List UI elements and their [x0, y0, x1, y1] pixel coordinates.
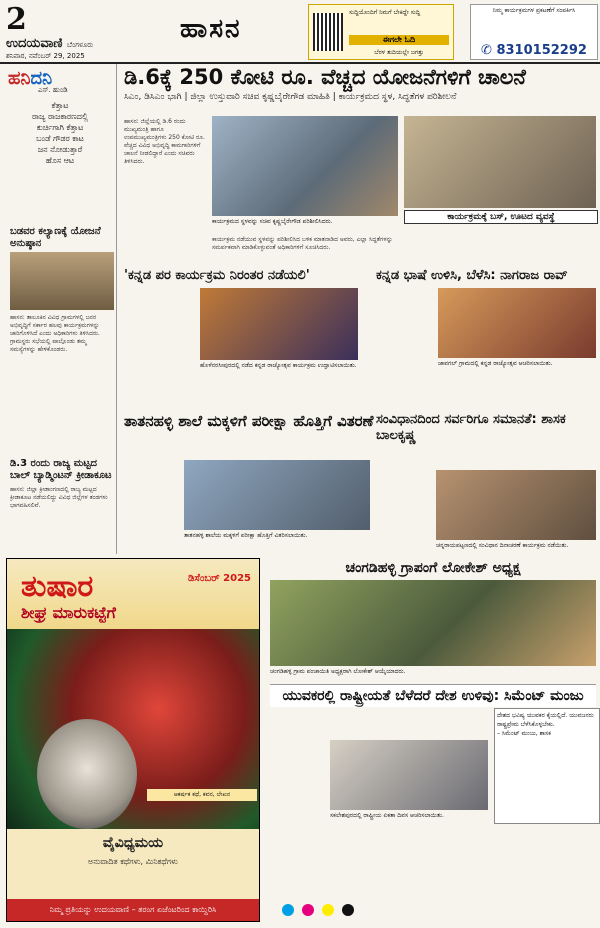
story6-headline[interactable]: ಚಂಗಡಿಹಳ್ಳಿ ಗ್ರಾಪಂಗೆ ಲೋಕೇಶ್ ಅಧ್ಯಕ್ಷ: [345, 560, 521, 576]
reg-dot-black: [342, 904, 354, 916]
story7-photo: [330, 740, 488, 810]
book-brand: ತುಷಾರ: [21, 569, 94, 604]
story5-headline[interactable]: ಸಂವಿಧಾನದಿಂದ ಸರ್ವರಿಗೂ ಸಮಾನತೆ: ಶಾಸಕ ಬಾಲಕೃಷ್ಣ: [376, 412, 566, 443]
phone-icon-number: ✆ 8310152292: [481, 43, 587, 58]
page-number: 2: [6, 2, 27, 37]
city-title: ಹಾಸನ: [180, 14, 242, 44]
date-line: ಶನಿವಾರ, ನವೆಂಬರ್ 29, 2025: [6, 52, 85, 60]
left-story1-headline[interactable]: ಬಡವರ ಕಲ್ಯಾಣಕ್ಕೆ ಯೋಜನೆ ಅನುಷ್ಠಾನ: [10, 226, 101, 249]
color-registration-marks: [262, 904, 596, 918]
book-ad[interactable]: [6, 558, 260, 922]
lead-photo-1-caption: ಕಾರ್ಯಕ್ರಮದ ಸ್ಥಳವನ್ನು ಸಚಿವ ಕೃಷ್ಣಬೈರೇಗೌಡ ಪರಿಶೀಲಿಸಿದರು.: [212, 218, 333, 225]
story5-photo: [436, 470, 596, 540]
left-story1-photo: [10, 252, 114, 310]
story7-photo-caption: ಸಕಲೇಶಪುರದಲ್ಲಿ ರಾಷ್ಟ್ರೀಯ ಏಕತಾ ದಿವಸ ಆಚರಿಸಲಾಯಿತು.: [330, 812, 444, 819]
paper-name: ಉದಯವಾಣಿ ಬೆಂಗಳೂರು: [6, 36, 94, 51]
story3-photo-caption: ಜಾವಗಲ್ ಗ್ರಾಮದಲ್ಲಿ ಕನ್ನಡ ರಾಜ್ಯೋತ್ಸವ ಆಚರಿಸಲಾಯಿತು.: [438, 360, 553, 367]
quote-box: ದೇಶದ ಭವಿಷ್ಯ ಯುವಕರ ಕೈಯಲ್ಲಿದೆ. ಯುವಜನರು ರಾಷ್ಟ್ರಪ್ರೇಮ ಬೆಳೆಸಿಕೊಳ್ಳಬೇಕು. – ಸಿಮೆಂಟ್ ಮಂಜು, ಶಾಸಕ: [494, 708, 600, 824]
ad-contact[interactable]: ನಿಮ್ಮ ಕಾರ್ಯಕ್ರಮಗಳ ಪ್ರಕಟಣೆಗೆ ಸಂಪರ್ಕಿಸಿ ✆ 8310152292: [470, 4, 598, 60]
left-story2-body: ಹಾಸನ: ಜಿಲ್ಲಾ ಕ್ರೀಡಾಂಗಣದಲ್ಲಿ ರಾಜ್ಯ ಮಟ್ಟದ ಕ್ರೀಡಾಕೂಟ ನಡೆಯಲಿದ್ದು ವಿವಿಧ ಜಿಲ್ಲೆಗಳ ತಂಡಗಳು ಭಾಗವಹಿಸಲಿವೆ.: [10, 486, 108, 509]
poem-author: ಎಸ್. ಹುಂಡಿ: [38, 86, 68, 94]
story3-headline[interactable]: ಕನ್ನಡ ಭಾಷೆ ಉಳಿಸಿ, ಬೆಳೆಸಿ: ನಾಗರಾಜ ರಾವ್: [376, 268, 568, 283]
story2-headline[interactable]: 'ಕನ್ನಡ ಪರ ಕಾರ್ಯಕ್ರಮ ನಿರಂತರ ನಡೆಯಲಿ': [124, 268, 310, 283]
story6-photo-caption: ಚಂಗಡಿಹಳ್ಳಿ ಗ್ರಾಮ ಪಂಚಾಯಿತಿ ಅಧ್ಯಕ್ಷರಾಗಿ ಲೋಕೇಶ್ ಆಯ್ಕೆಯಾದರು.: [270, 668, 406, 675]
lead-photo-2: [404, 116, 596, 208]
story4-photo: [184, 460, 370, 530]
story6-photo: [270, 580, 596, 666]
poem: ಕೆತ್ತಾಟ ರಾಜ್ಯ ರಾಜಕಾರಣದಲ್ಲಿ ಕುರ್ಚಿಗಾಗಿ ಕೆತ್ತಾಟ ಬಂಡೆ ಗೌಡರ ಕಾಟ ಜನ ನೋಡುತ್ತಾರೆ ಹೊಸ ಆಟ: [31, 101, 89, 165]
book-footer: ನಿಮ್ಮ ಪ್ರತಿಯನ್ನು ಉದಯವಾಣಿ – ತರಂಗ ಏಜೆಂಟರಿಂದ ಕಾಯ್ದಿರಿಸಿ: [7, 899, 259, 921]
variety-sub: ಅನುವಾದಿತ ಕಥೆಗಳು, ಮಿನಿಕಥೆಗಳು: [88, 857, 178, 866]
lead-body-left: ಹಾಸನ: ಜಿಲ್ಲೆಯಲ್ಲಿ ಡಿ.6 ರಂದು ಮುಖ್ಯಮಂತ್ರಿ ಹಾಗೂ ಉಪಮುಖ್ಯಮಂತ್ರಿಗಳು 250 ಕೋಟಿ ರೂ. ವೆಚ್ಚದ ವಿವಿಧ ಅಭಿವೃದ್ಧಿ ಕಾಮಗಾರಿಗಳಿಗೆ ಚಾಲನೆ ನೀಡಲಿದ್ದಾರೆ ಎಂದು ಸಚಿವರು ತಿಳಿಸಿದರು.: [124, 118, 205, 165]
story7-headline[interactable]: ಯುವಕರಲ್ಲಿ ರಾಷ್ಟ್ರೀಯತೆ ಬೆಳೆದರೆ ದೇಶ ಉಳಿವು: ಸಿಮೆಂಟ್ ಮಂಜು: [270, 684, 596, 707]
left-story2-headline[interactable]: ಡಿ.3 ರಂದು ರಾಜ್ಯ ಮಟ್ಟದ ಬಾಲ್ ಬ್ಯಾಡ್ಮಿಂಟನ್ ಕ್ರೀಡಾಕೂಟ: [10, 458, 112, 481]
reg-dot-cyan: [282, 904, 294, 916]
reg-dot-yellow: [322, 904, 334, 916]
book-month: ಡಿಸೆಂಬರ್ 2025: [187, 573, 251, 584]
reg-dot-magenta: [302, 904, 314, 916]
lead-body-mid: ಕಾರ್ಯಕ್ರಮ ನಡೆಯುವ ಸ್ಥಳವನ್ನು ಪರಿಶೀಲಿಸಿದ ಬಳಿಕ ಮಾತನಾಡಿದ ಅವರು, ಎಲ್ಲಾ ಸಿದ್ಧತೆಗಳನ್ನು ಸಮರ್ಪಕವಾಗಿ ಮಾಡಿಕೊಳ್ಳುವಂತೆ ಅಧಿಕಾರಿಗಳಿಗೆ ಸೂಚಿಸಿದರು.: [212, 236, 393, 251]
story4-photo-caption: ತಾತನಹಳ್ಳಿ ಶಾಲೆಯ ಮಕ್ಕಳಿಗೆ ಪರೀಕ್ಷಾ ಹೊತ್ತಿಗೆ ವಿತರಿಸಲಾಯಿತು.: [184, 532, 308, 539]
story2-photo: [200, 288, 358, 360]
lead-box-headline: ಕಾರ್ಯಕ್ರಮಕ್ಕೆ ಬಸ್, ಊಟದ ವ್ಯವಸ್ಥೆ: [404, 210, 598, 224]
qr-code: [313, 13, 343, 51]
lead-headline[interactable]: ಡಿ.6ಕ್ಕೆ 250 ಕೋಟಿ ರೂ. ವೆಚ್ಚದ ಯೋಜನೆಗಳಿಗೆ ಚಾಲನೆ: [124, 65, 526, 89]
story5-photo-caption: ಚನ್ನರಾಯಪಟ್ಟಣದಲ್ಲಿ ಸಂವಿಧಾನ ದಿನಾಚರಣೆ ಕಾರ್ಯಕ್ರಮ ನಡೆಯಿತು.: [436, 542, 569, 549]
story4-headline[interactable]: ತಾತನಹಳ್ಳಿ ಶಾಲೆ ಮಕ್ಕಳಿಗೆ ಪರೀಕ್ಷಾ ಹೊತ್ತಿಗೆ ವಿತರಣೆ: [124, 412, 374, 430]
ad-subscription[interactable]: ಸುದ್ದಿಯೊಂದಿಗೆ ನಿಮಗೆ ಬೇಕಿದ್ದೇ ಸುದ್ದಿ ಈಗಲೇ ಓದಿ ಬೆರಳ ತುದಿಯಲ್ಲೇ ಜಗತ್ತು: [308, 4, 454, 60]
coming-soon: ಶೀಘ್ರ ಮಾರುಕಟ್ಟೆಗೆ: [21, 603, 116, 622]
lead-subheadline: ಸಿಎಂ, ಡಿಸಿಎಂ ಭಾಗಿ | ಜಿಲ್ಲಾ ಉಸ್ತುವಾರಿ ಸಚಿವ ಕೃಷ್ಣಬೈರೇಗೌಡ ಮಾಹಿತಿ | ಕಾರ್ಯಕ್ರಮದ ಸ್ಥಳ, ಸಿದ್ಧತೆಗಳ ಪರಿಶೀಲನೆ: [124, 92, 457, 102]
variety-heading: ವೈವಿಧ್ಯಮಯ: [102, 835, 164, 851]
story3-photo: [438, 288, 596, 358]
cover-tagline: ಆಕರ್ಷಕ ಕಥೆ, ಕವನ, ಲೇಖನ: [147, 789, 257, 801]
left-story1-body: ಹಾಸನ: ತಾಲೂಕಿನ ವಿವಿಧ ಗ್ರಾಮಗಳಲ್ಲಿ ಜನರ ಅಭಿವೃದ್ಧಿಗೆ ಸರ್ಕಾರ ಹಲವು ಕಾರ್ಯಕ್ರಮಗಳನ್ನು ಜಾರಿಗೊಳಿಸಿದೆ ಎಂದು ಅಧಿಕಾರಿಗಳು ತಿಳಿಸಿದರು. ಗ್ರಾಮಸ್ಥರು ಸಭೆಯಲ್ಲಿ ಪಾಲ್ಗೊಂಡು ತಮ್ಮ ಸಮಸ್ಯೆಗಳನ್ನು ಹೇಳಿಕೊಂಡರು.: [10, 314, 100, 353]
cover-face-illustration: [37, 719, 137, 829]
hani-dani-logo: ಹನಿದನಿ: [8, 68, 53, 89]
lead-photo-1: [212, 116, 398, 216]
story2-photo-caption: ಹೊಳೆನರಸೀಪುರದಲ್ಲಿ ನಡೆದ ಕನ್ನಡ ರಾಜ್ಯೋತ್ಸವ ಕಾರ್ಯಕ್ರಮ ಉದ್ಘಾಟಿಸಲಾಯಿತು.: [200, 362, 357, 369]
